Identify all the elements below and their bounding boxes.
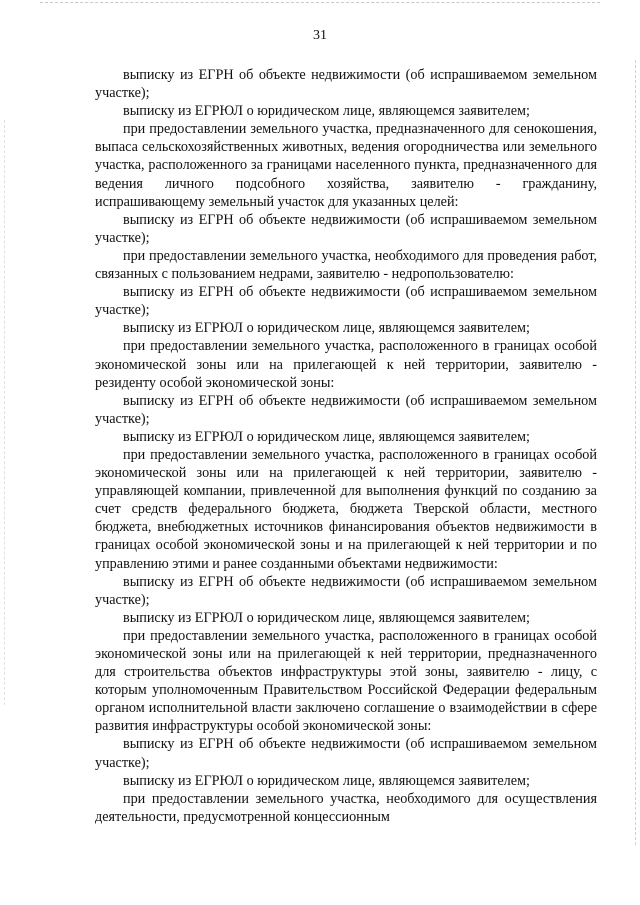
document-body (95, 66, 597, 826)
scan-edge-right (634, 60, 636, 845)
paragraph: выписку из ЕГРН об объекте недвижимости (об испрашиваемом земельном участке); (95, 736, 597, 771)
paragraph: при предоставлении земельного участка, предназначенного для сенокошения, выпаса сельскохозяйственных животных, ведения огородничества или земельного участка, расположенного за границами населенного пункта, предназначенного для ведения личного подсобного хозяйства, заявителю - гражданину, испрашивающему земельный участок для указанных целей: (95, 121, 597, 210)
paragraph: выписку из ЕГРН об объекте недвижимости (об испрашиваемом земельном участке); (95, 67, 597, 102)
paragraph: выписку из ЕГРЮЛ о юридическом лице, являющемся заявителем; (123, 103, 530, 120)
paragraph: выписку из ЕГРЮЛ о юридическом лице, являющемся заявителем; (123, 428, 530, 445)
paragraph: при предоставлении земельного участка, необходимого для проведения работ, связанных с пользованием недрами, заявителю - недропользователю: (95, 247, 597, 283)
paragraph: при предоставлении земельного участка, расположенного в границах особой экономической зоны или на прилегающей к ней территории, заявителю - управляющей компании, привлеченной для выполнения функций по созданию за счет средств федерального бюджета, бюджета Тверской области, местного бюджета, внебюджетных источников финансирования объектов недвижимости в границах особой экономической зоны и на прилегающей к ней территории и по управлению этими и ранее созданными объектами недвижимости: (95, 446, 597, 572)
paragraph: выписку из ЕГРЮЛ о юридическом лице, являющемся заявителем; (123, 609, 530, 626)
scan-edge-top (40, 2, 600, 4)
paragraph: при предоставлении земельного участка, расположенного в границах особой экономической зоны или на прилегающей к ней территории, предназначенного для строительства объектов инфраструктуры этой зоны, заявителю - лицу, с которым уполномоченным Правительством Российской Федерации федеральным органом исполнительной власти заключено соглашение о взаимодействии в сфере развития инфраструктуры особой экономической зоны: (95, 627, 597, 735)
paragraph: выписку из ЕГРН об объекте недвижимости (об испрашиваемом земельном участке); (95, 211, 597, 246)
scan-edge-left (4, 120, 6, 705)
paragraph: при предоставлении земельного участка, необходимого для осуществления деятельности, предусмотренной концессионным (95, 790, 597, 825)
paragraph: выписку из ЕГРЮЛ о юридическом лице, являющемся заявителем; (123, 772, 530, 789)
paragraph: выписку из ЕГРН об объекте недвижимости (об испрашиваемом земельном участке); (95, 284, 597, 319)
paragraph: при предоставлении земельного участка, расположенного в границах особой экономической зоны или на прилегающей к ней территории, заявителю - резиденту особой экономической зоны: (95, 338, 597, 391)
paragraph: выписку из ЕГРН об объекте недвижимости (об испрашиваемом земельном участке); (95, 392, 597, 427)
paragraph: выписку из ЕГРЮЛ о юридическом лице, являющемся заявителем; (123, 320, 530, 337)
page-number: 31 (313, 28, 327, 43)
paragraph: выписку из ЕГРН об объекте недвижимости (об испрашиваемом земельном участке); (95, 573, 597, 608)
